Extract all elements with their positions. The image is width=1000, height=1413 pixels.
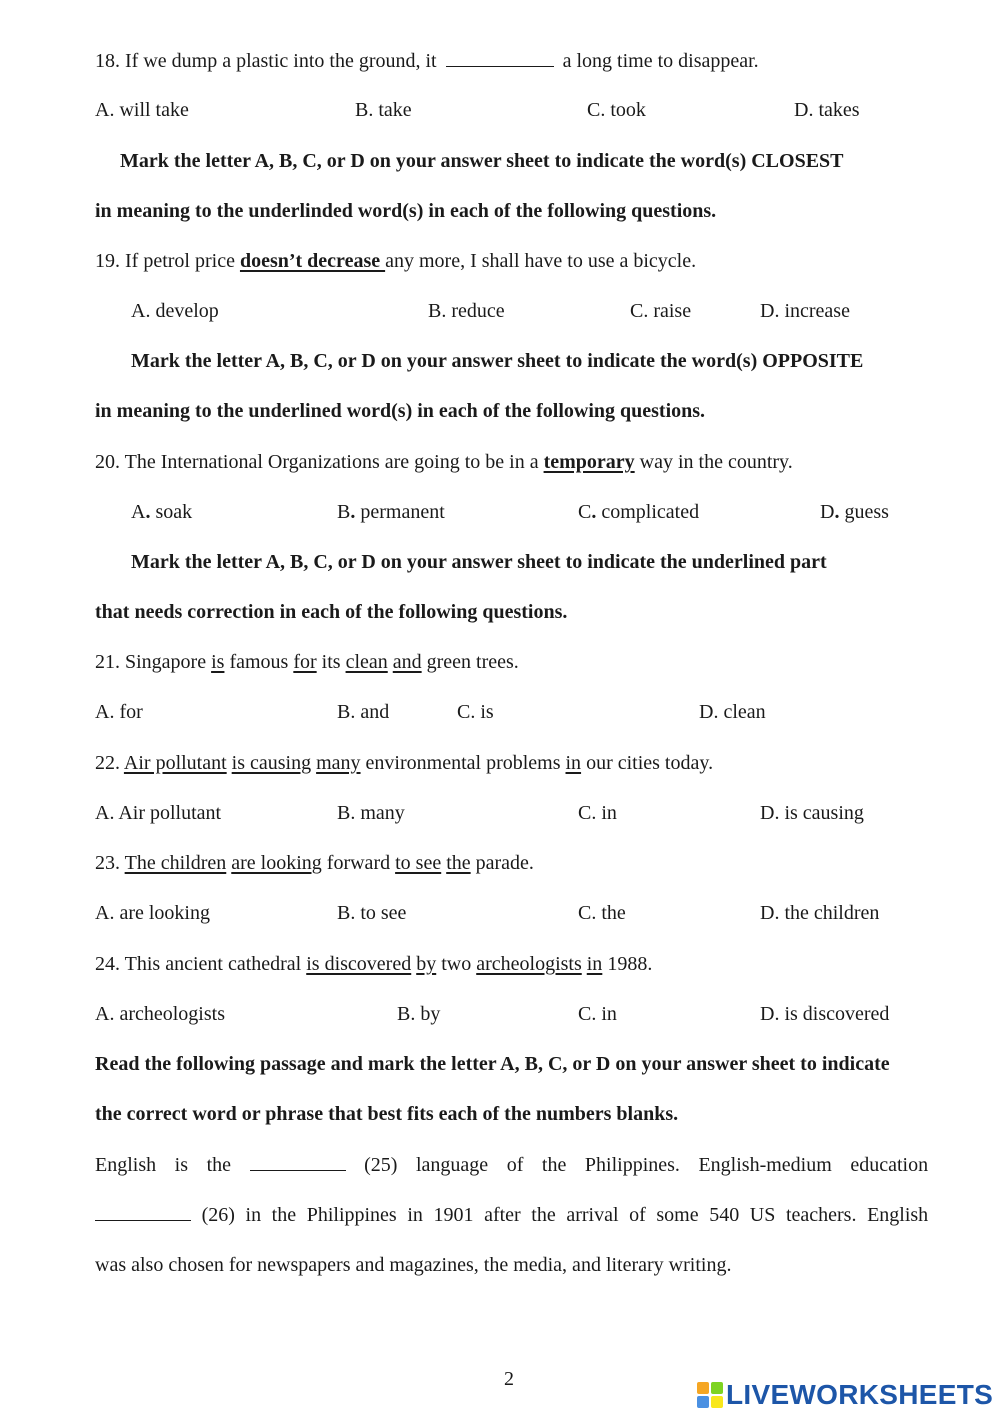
q21-option-a[interactable]: A. for — [95, 701, 143, 723]
q18-option-a[interactable]: A. will take — [95, 99, 189, 121]
q18-blank[interactable] — [446, 48, 554, 67]
q21-option-d[interactable]: D. clean — [699, 701, 766, 723]
passage-word: is — [174, 1154, 189, 1176]
passage-word: teachers. — [785, 1204, 857, 1226]
q21-text: its — [316, 651, 346, 673]
q18-option-d[interactable]: D. takes — [794, 99, 860, 121]
q22-option-c[interactable]: C. in — [578, 802, 617, 824]
q22-option-a[interactable]: A. Air pollutant — [95, 802, 222, 824]
q20-option-d-letter: D — [820, 501, 835, 523]
liveworksheets-logo-icon — [697, 1382, 723, 1408]
passage-word: in — [245, 1204, 262, 1226]
q20-option-a-letter: A — [131, 501, 146, 523]
passage-word: some — [656, 1204, 699, 1226]
passage-word: arrival — [566, 1204, 619, 1226]
q23-option-a[interactable]: A. are looking — [95, 902, 210, 924]
passage-word: English — [95, 1154, 157, 1176]
passage-word: of — [629, 1204, 646, 1226]
q21-option-b[interactable]: B. and — [337, 701, 390, 723]
q22-option-d[interactable]: D. is causing — [760, 802, 864, 824]
q22-underlined-part: Air pollutant — [123, 752, 227, 774]
q21-underlined-part: clean — [345, 651, 388, 673]
q24-stem — [95, 952, 652, 976]
q22-underlined-part: is causing — [231, 752, 312, 774]
q20-underlined-word: temporary — [543, 451, 635, 473]
instruction-opposite-line2: in meaning to the underlined word(s) in each of the following questions. — [95, 400, 706, 422]
q21-text: green trees. — [421, 651, 519, 673]
q20-option-a-text: soak — [150, 501, 193, 523]
q23-stem — [95, 851, 534, 875]
instruction-closest-line1: Mark the letter A, B, C, or D on your answer sheet to indicate the word(s) CLOSEST — [120, 150, 844, 172]
q20-option-a[interactable]: A. soak — [131, 501, 193, 523]
liveworksheets-logo[interactable] — [697, 1378, 993, 1412]
q20-text-before: 20. The International Organizations are going to be in a — [95, 451, 539, 473]
q23-text: forward — [321, 852, 396, 874]
q24-text: two — [436, 953, 477, 975]
passage-word: education — [850, 1154, 929, 1176]
logo-tile — [697, 1382, 709, 1394]
q23-underlined-part: the — [446, 852, 471, 874]
q21-underlined-part: is — [211, 651, 225, 673]
q24-option-a[interactable]: A. archeologists — [95, 1003, 225, 1025]
q20-option-d-text: guess — [839, 501, 889, 523]
passage-word: in — [407, 1204, 423, 1226]
passage-word: after — [484, 1204, 521, 1226]
logo-tile — [711, 1396, 723, 1408]
q21-option-c[interactable]: C. is — [457, 701, 494, 723]
logo-tile — [697, 1396, 709, 1408]
q22-option-b[interactable]: B. many — [337, 802, 405, 824]
q23-underlined-part: The children — [124, 852, 227, 874]
q21-underlined-part: and — [392, 651, 422, 673]
q18-stem — [95, 48, 759, 73]
q24-text: 1988. — [602, 953, 653, 975]
instruction-opposite-line1: Mark the letter A, B, C, or D on your answer sheet to indicate the word(s) OPPOSITE — [131, 350, 864, 372]
passage-word: language — [415, 1154, 489, 1176]
instruction-closest-line2: in meaning to the underlinded word(s) in each of the following questions. — [95, 200, 717, 222]
q20-stem — [95, 450, 793, 474]
q21-text: 21. Singapore — [95, 651, 212, 673]
passage-word: English — [867, 1204, 929, 1226]
q20-option-b[interactable]: B. permanent — [337, 501, 445, 523]
passage-word: English-medium — [698, 1154, 832, 1176]
q20-text-after: way in the country. — [639, 451, 793, 473]
q21-text: famous — [224, 651, 294, 673]
q18-text-after: a long time to disappear. — [562, 50, 759, 72]
q22-text: our cities today. — [581, 752, 714, 774]
logo-tile — [711, 1382, 723, 1394]
q23-option-b[interactable]: B. to see — [337, 902, 407, 924]
passage-line3: was also chosen for newspapers and magazines, the media, and literary writing. — [95, 1254, 732, 1276]
q19-text-before: 19. If petrol price — [95, 250, 235, 272]
q24-underlined-part: archeologists — [476, 953, 582, 975]
q19-stem — [95, 249, 696, 273]
passage-word: Philippines. — [584, 1154, 680, 1176]
q19-text-after: any more, I shall have to use a bicycle. — [385, 250, 697, 272]
q23-text: 23. — [95, 852, 125, 874]
q23-option-d[interactable]: D. the children — [760, 902, 880, 924]
q19-underlined-phrase: doesn’t decrease — [239, 250, 386, 272]
q22-text: environmental problems — [360, 752, 566, 774]
q21-underlined-part: for — [293, 651, 317, 673]
blank-25[interactable] — [250, 1152, 346, 1171]
q24-option-d[interactable]: D. is discovered — [760, 1003, 890, 1025]
passage-line1 — [95, 1152, 928, 1177]
q22-underlined-part: many — [316, 752, 361, 774]
passage-word: US — [749, 1204, 776, 1226]
passage-word: 1901 — [433, 1204, 474, 1226]
q21-stem — [95, 650, 519, 674]
q23-underlined-part: are looking — [231, 852, 322, 874]
q20-option-c[interactable]: C. complicated — [578, 501, 700, 523]
q18-option-c[interactable]: C. took — [587, 99, 646, 121]
instruction-correction-line2: that needs correction in each of the following questions. — [95, 601, 568, 623]
passage-word: the — [541, 1154, 567, 1176]
q24-underlined-part: in — [586, 953, 603, 975]
q20-option-b-text: permanent — [355, 501, 445, 523]
passage-word: the — [206, 1154, 231, 1176]
passage-word: (26) — [201, 1204, 235, 1226]
page-number: 2 — [504, 1368, 514, 1390]
instruction-correction-line1: Mark the letter A, B, C, or D on your answer sheet to indicate the underlined part — [131, 551, 827, 573]
q24-text: 24. This ancient cathedral — [95, 953, 307, 975]
q20-option-d[interactable]: D. guess — [820, 501, 889, 523]
q19-option-c[interactable]: C. raise — [630, 300, 692, 322]
passage-word: Philippines — [306, 1204, 397, 1226]
passage-word: 540 — [709, 1204, 740, 1226]
passage-word: the — [271, 1204, 297, 1226]
q18-option-b[interactable]: B. take — [355, 99, 412, 121]
q23-option-c[interactable]: C. the — [578, 902, 626, 924]
q19-option-b[interactable]: B. reduce — [428, 300, 505, 322]
instruction-passage-line1: Read the following passage and mark the letter A, B, C, or D on your answer sheet to indicate — [95, 1053, 890, 1075]
q22-underlined-part: in — [565, 752, 582, 774]
blank-26[interactable] — [95, 1202, 191, 1221]
passage-word: the — [531, 1204, 556, 1226]
q19-option-d[interactable]: D. increase — [760, 300, 850, 322]
passage-word: (25) — [364, 1154, 398, 1176]
q20-option-b-letter: B — [337, 501, 351, 523]
q20-option-c-text: complicated — [596, 501, 700, 523]
q24-underlined-part: by — [416, 953, 437, 975]
q18-text-before: 18. If we dump a plastic into the ground, it — [95, 50, 437, 72]
instruction-passage-line2: the correct word or phrase that best fits each of the numbers blanks. — [95, 1103, 679, 1125]
passage-word: of — [506, 1154, 524, 1176]
q23-text: parade. — [470, 852, 534, 874]
q24-underlined-part: is discovered — [306, 953, 412, 975]
q22-stem — [95, 751, 713, 775]
q19-option-a[interactable]: A. develop — [131, 300, 219, 322]
q22-text: 22. — [95, 752, 124, 774]
liveworksheets-logo-text: LIVEWORKSHEETS — [726, 1379, 994, 1410]
q24-option-c[interactable]: C. in — [578, 1003, 617, 1025]
q24-option-b[interactable]: B. by — [397, 1003, 441, 1025]
q23-underlined-part: to see — [395, 852, 442, 874]
passage-line2 — [95, 1202, 928, 1227]
q20-option-c-letter: C — [578, 501, 592, 523]
